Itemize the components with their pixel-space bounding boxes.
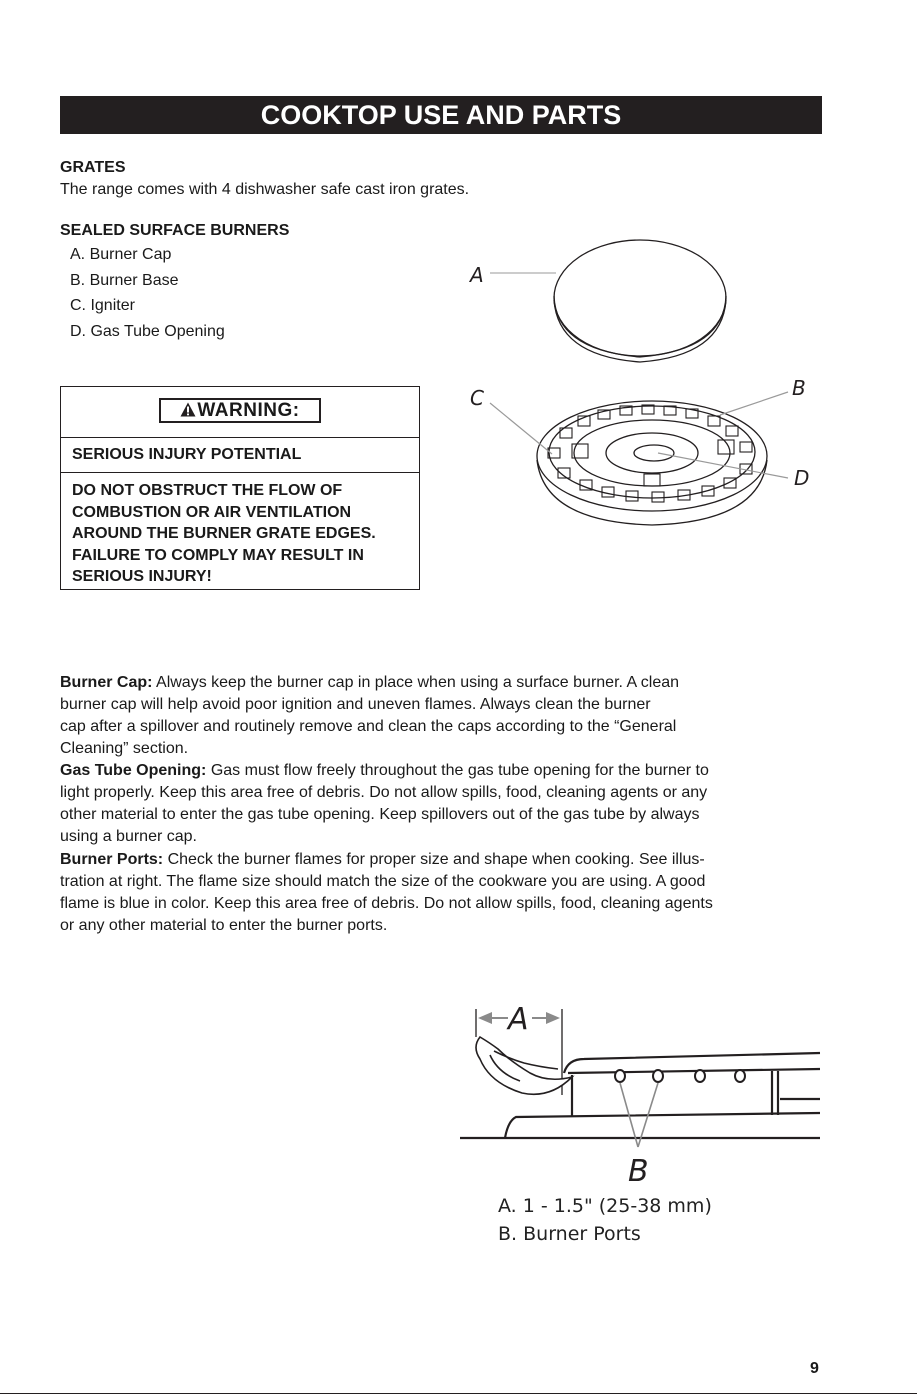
gas-tube-line: using a burner cap. — [60, 828, 197, 845]
gas-tube-line: other material to enter the gas tube opening. Keep spillovers out of the gas tube by always — [60, 806, 700, 823]
list-item: C. Igniter — [70, 297, 135, 314]
label-c-leader — [490, 403, 552, 454]
label-c: C — [470, 386, 484, 410]
page-number: 9 — [810, 1360, 819, 1377]
page-title: COOKTOP USE AND PARTS — [60, 96, 822, 134]
burner-ports-line: tration at right. The flame size should match the size of the cookware you are using. A good — [60, 873, 706, 890]
burners-heading: SEALED SURFACE BURNERS — [60, 222, 290, 239]
burner-parts-list — [70, 242, 225, 344]
label-b: B — [792, 376, 806, 400]
list-item: D. Gas Tube Opening — [70, 322, 225, 340]
flame-caption-a: A. 1 - 1.5" (25-38 mm) — [498, 1195, 712, 1217]
burner-base-illustration — [537, 401, 767, 525]
gas-tube-label: Gas Tube Opening: — [60, 762, 207, 779]
burner-ports-line: Check the burner flames for proper size and shape when cooking. See illus- — [163, 851, 705, 868]
warning-header — [61, 387, 419, 438]
burner-cap-line: Cleaning” section. — [60, 740, 189, 757]
warning-subtitle: SERIOUS INJURY POTENTIAL — [61, 438, 419, 473]
warning-line: DO NOT OBSTRUCT THE FLOW OF — [72, 482, 343, 499]
list-item: B. Burner Base — [70, 271, 179, 289]
grates-heading: GRATES — [60, 159, 126, 176]
warning-line: COMBUSTION OR AIR VENTILATION — [72, 503, 352, 521]
warning-box — [60, 386, 420, 590]
label-a: A — [470, 263, 484, 287]
warning-triangle-icon — [180, 402, 196, 417]
gas-tube-paragraph — [60, 760, 825, 848]
warning-line: FAILURE TO COMPLY MAY RESULT IN — [72, 546, 364, 564]
flame-label-a: A — [508, 1002, 529, 1037]
warning-line: SERIOUS INJURY! — [72, 568, 212, 585]
burner-cap-line: cap after a spillover and routinely remove and clean the caps according to the “General — [60, 718, 677, 735]
warning-badge-text: WARNING: — [197, 400, 300, 421]
burner-diagram — [440, 220, 840, 550]
flame-diagram — [450, 995, 830, 1195]
flame-label-b: B — [628, 1154, 649, 1189]
gas-tube-line: Gas must flow freely throughout the gas tube opening for the burner to — [206, 762, 709, 779]
burner-cap-paragraph — [60, 672, 825, 760]
bottom-rule — [0, 1393, 917, 1394]
flame-caption-b: B. Burner Ports — [498, 1223, 641, 1245]
label-b-leader — [720, 392, 788, 415]
flame-illustration — [476, 1037, 572, 1094]
burner-ports-label: Burner Ports: — [60, 851, 164, 868]
gas-tube-line: light properly. Keep this area free of debris. Do not allow spills, food, cleaning agents or any — [60, 784, 708, 801]
burner-cap-line: Always keep the burner cap in place when using a surface burner. A clean — [152, 674, 680, 691]
burner-ports-line: or any other material to enter the burner ports. — [60, 917, 388, 934]
burner-ports-line: flame is blue in color. Keep this area free of debris. Do not allow spills, food, cleaning agents — [60, 895, 713, 912]
label-d: D — [794, 466, 810, 490]
grates-text: The range comes with 4 dishwasher safe cast iron grates. — [60, 181, 470, 198]
warning-line: AROUND THE BURNER GRATE EDGES. — [72, 525, 376, 542]
warning-body — [61, 473, 419, 588]
list-item: A. Burner Cap — [70, 246, 172, 263]
warning-badge — [159, 398, 321, 423]
burner-cap-illustration — [554, 240, 726, 362]
burner-ports-paragraph — [60, 849, 825, 937]
burner-cap-label: Burner Cap: — [60, 674, 153, 691]
burner-cap-line: burner cap will help avoid poor ignition and uneven flames. Always clean the burner — [60, 696, 651, 713]
